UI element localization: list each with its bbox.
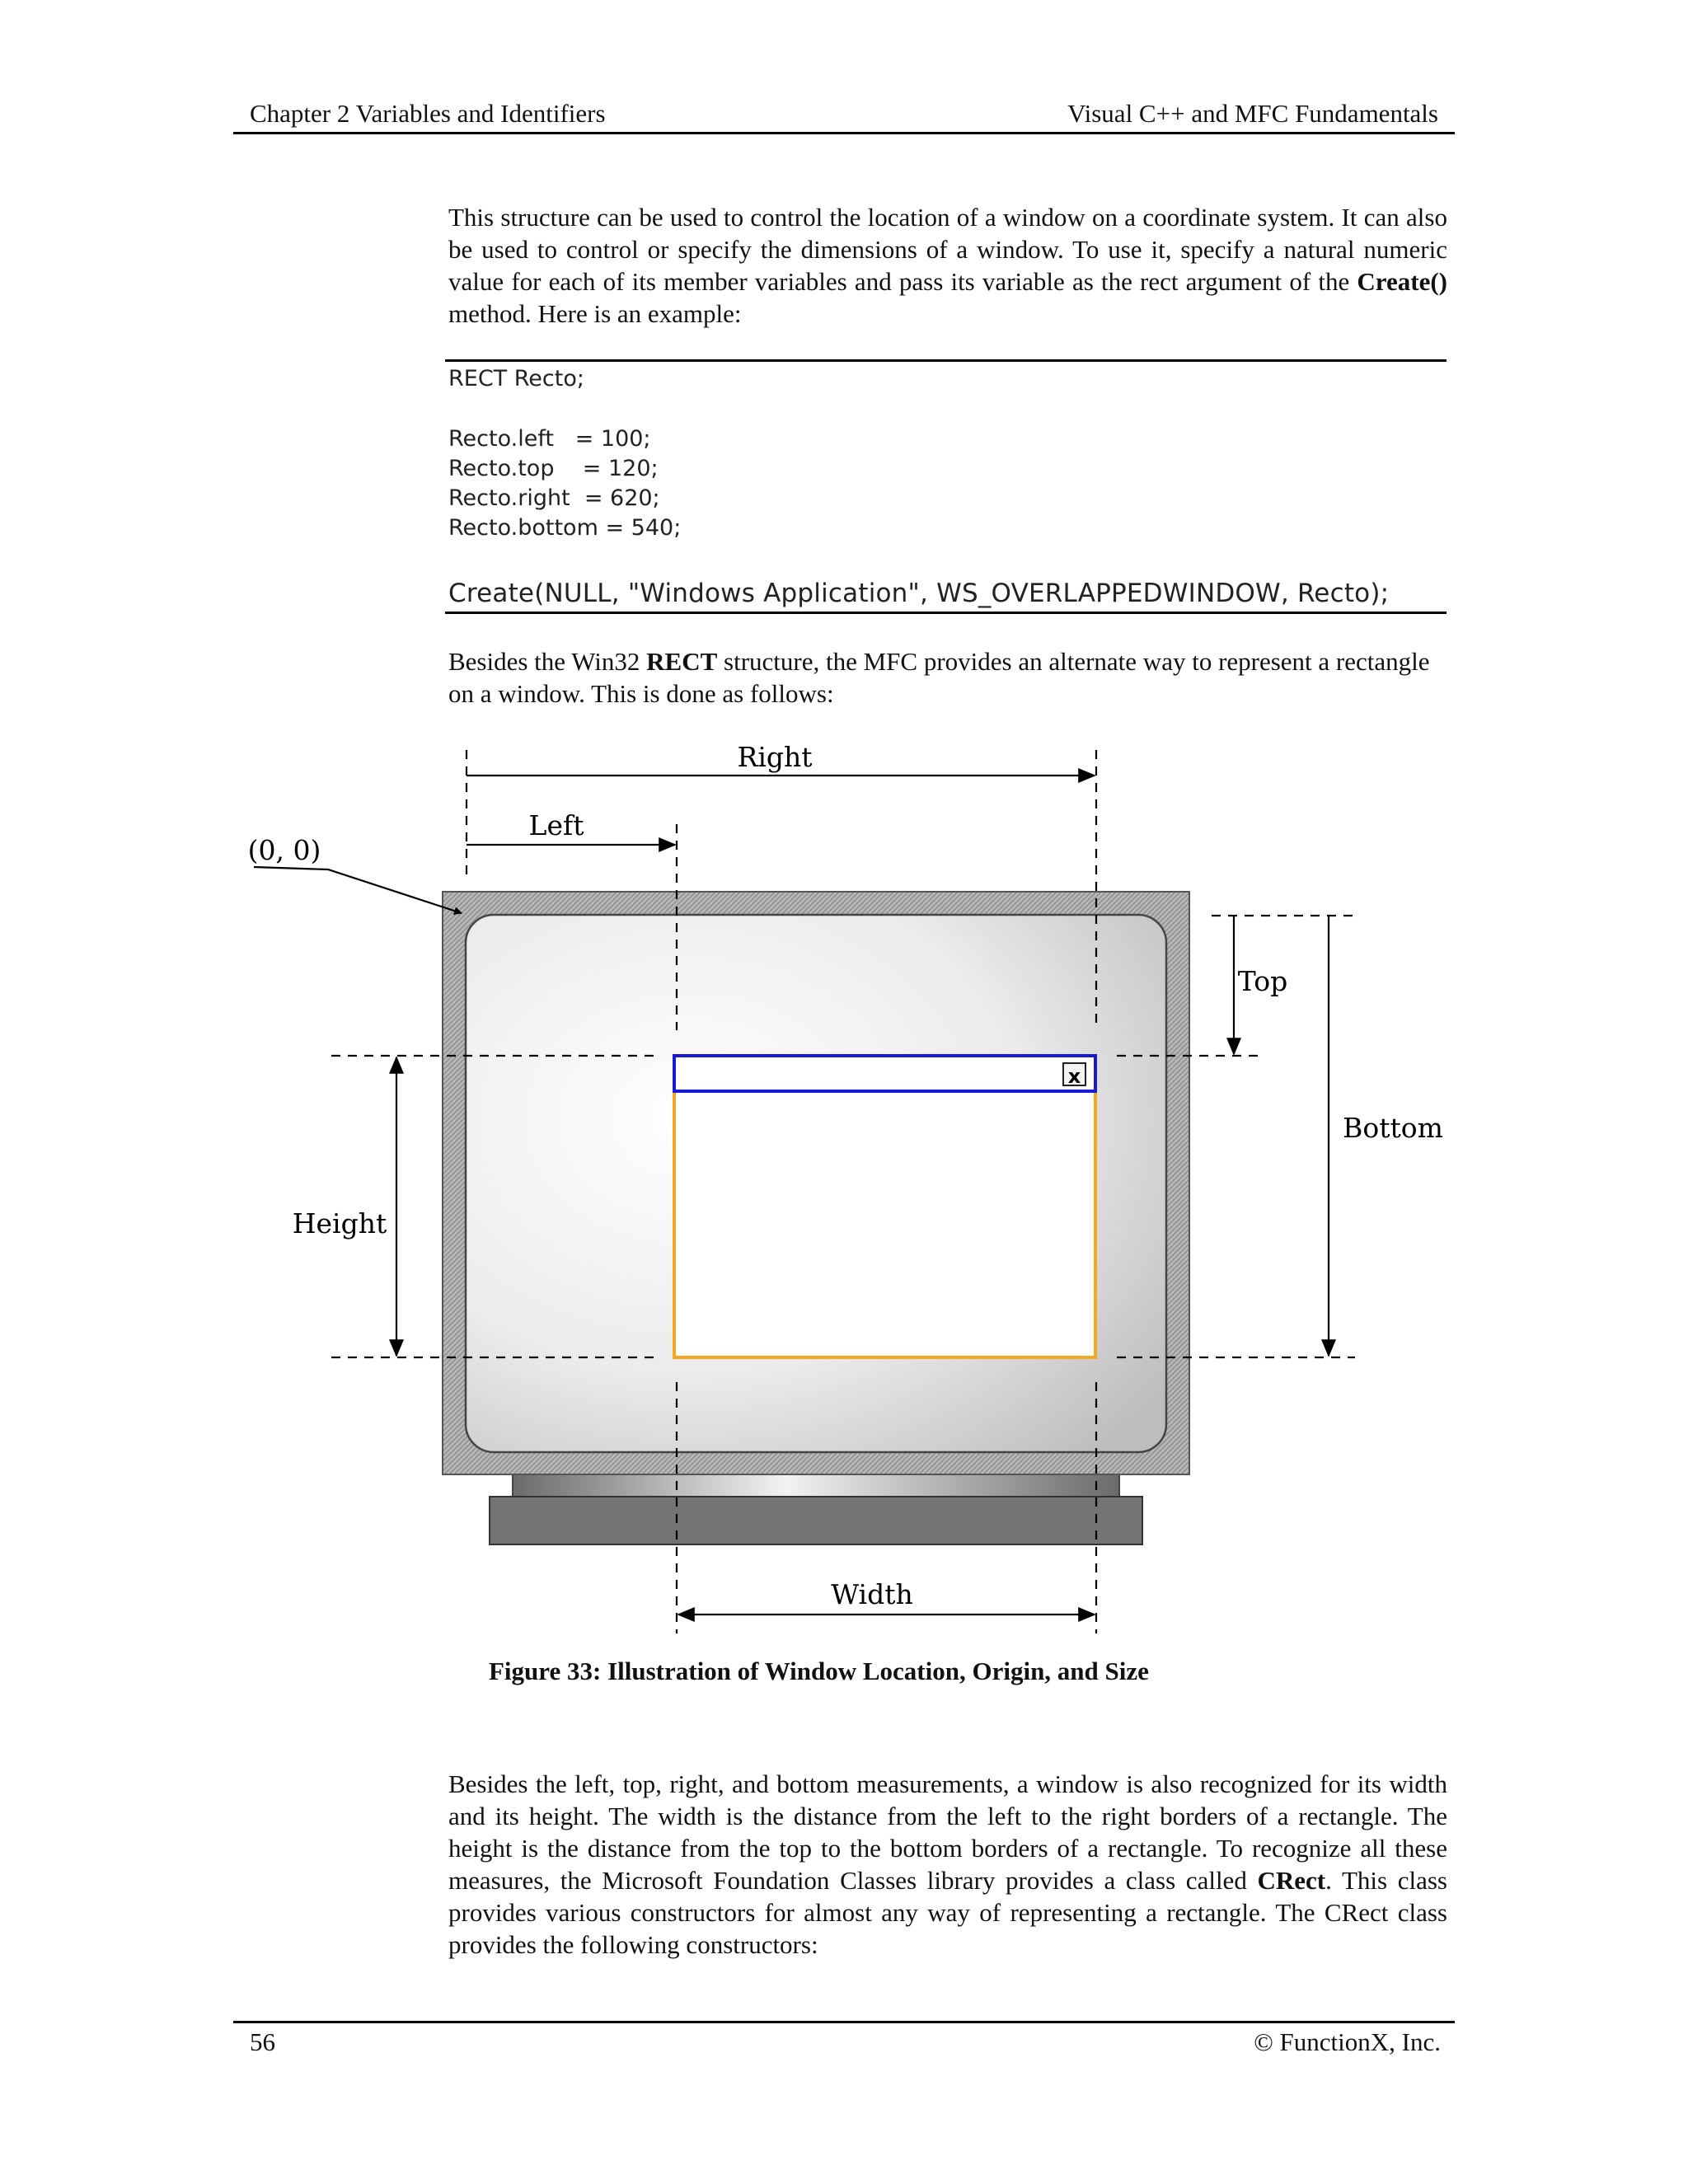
width-label: Width (831, 1578, 913, 1610)
monitor-neck (513, 1472, 1119, 1500)
intro-text: This structure can be used to control the location of a window on a coordinate system. It can also be used to control or specify the dimensions of a window. To use it, specify a natural numeric value for each of its member variables and pass its variable as the rect argument of the (448, 203, 1447, 296)
crect-class-name: CRect (1257, 1866, 1326, 1895)
code-line: Create(NULL, "Windows Application", WS_OVERLAPPEDWINDOW, Recto); (448, 579, 1390, 608)
closing-text-end: . This class provides various constructors for almost any way of representing a rectangle. The CRect class provides the following constructors: (448, 1866, 1447, 1959)
monitor-base (490, 1497, 1142, 1544)
intro-text-end: method. Here is an example: (448, 299, 742, 328)
footer-rule (233, 2021, 1455, 2023)
origin-pointer-arrow (254, 867, 462, 913)
rect-keyword: RECT (646, 647, 718, 676)
running-header-right: Visual C++ and MFC Fundamentals (1067, 99, 1438, 128)
right-label: Right (737, 741, 813, 773)
top-label: Top (1237, 965, 1288, 997)
bottom-label: Bottom (1343, 1112, 1443, 1144)
middle-text-end: structure, the MFC provides an alternate way to represent a rectangle on a window. This is done as follows: (448, 647, 1430, 708)
footer-copyright: © FunctionX, Inc. (1254, 2027, 1441, 2056)
close-glyph: x (1067, 1065, 1081, 1088)
code-line: Recto.right = 620; (448, 485, 660, 511)
running-header-left: Chapter 2 Variables and Identifiers (250, 99, 606, 128)
code-line: Recto.left = 100; (448, 426, 651, 452)
closing-text: Besides the left, top, right, and bottom measurements, a window is also recognized for its width and its height. The width is the distance from the left to the right borders of a rectangle. The height is the distance from the top to the bottom borders of a rectangle. To recognize all these measures, the Microsoft Foundation Classes library provides a class called (448, 1769, 1447, 1895)
create-method-name: Create() (1357, 267, 1447, 296)
left-label: Left (528, 809, 584, 841)
sample-window (674, 1056, 1095, 1357)
code-line: Recto.bottom = 540; (448, 515, 682, 541)
closing-paragraph (448, 1768, 1447, 1961)
figure-caption: Figure 33: Illustration of Window Location, Origin, and Size (489, 1657, 1149, 1685)
page-number: 56 (250, 2027, 275, 2056)
sample-window-title-bar (674, 1056, 1095, 1091)
origin-label: (0, 0) (247, 834, 321, 866)
middle-text: Besides the Win32 (448, 647, 647, 676)
code-line: Recto.top = 120; (448, 456, 659, 481)
code-line: RECT Recto; (448, 366, 584, 391)
height-label: Height (292, 1207, 387, 1240)
